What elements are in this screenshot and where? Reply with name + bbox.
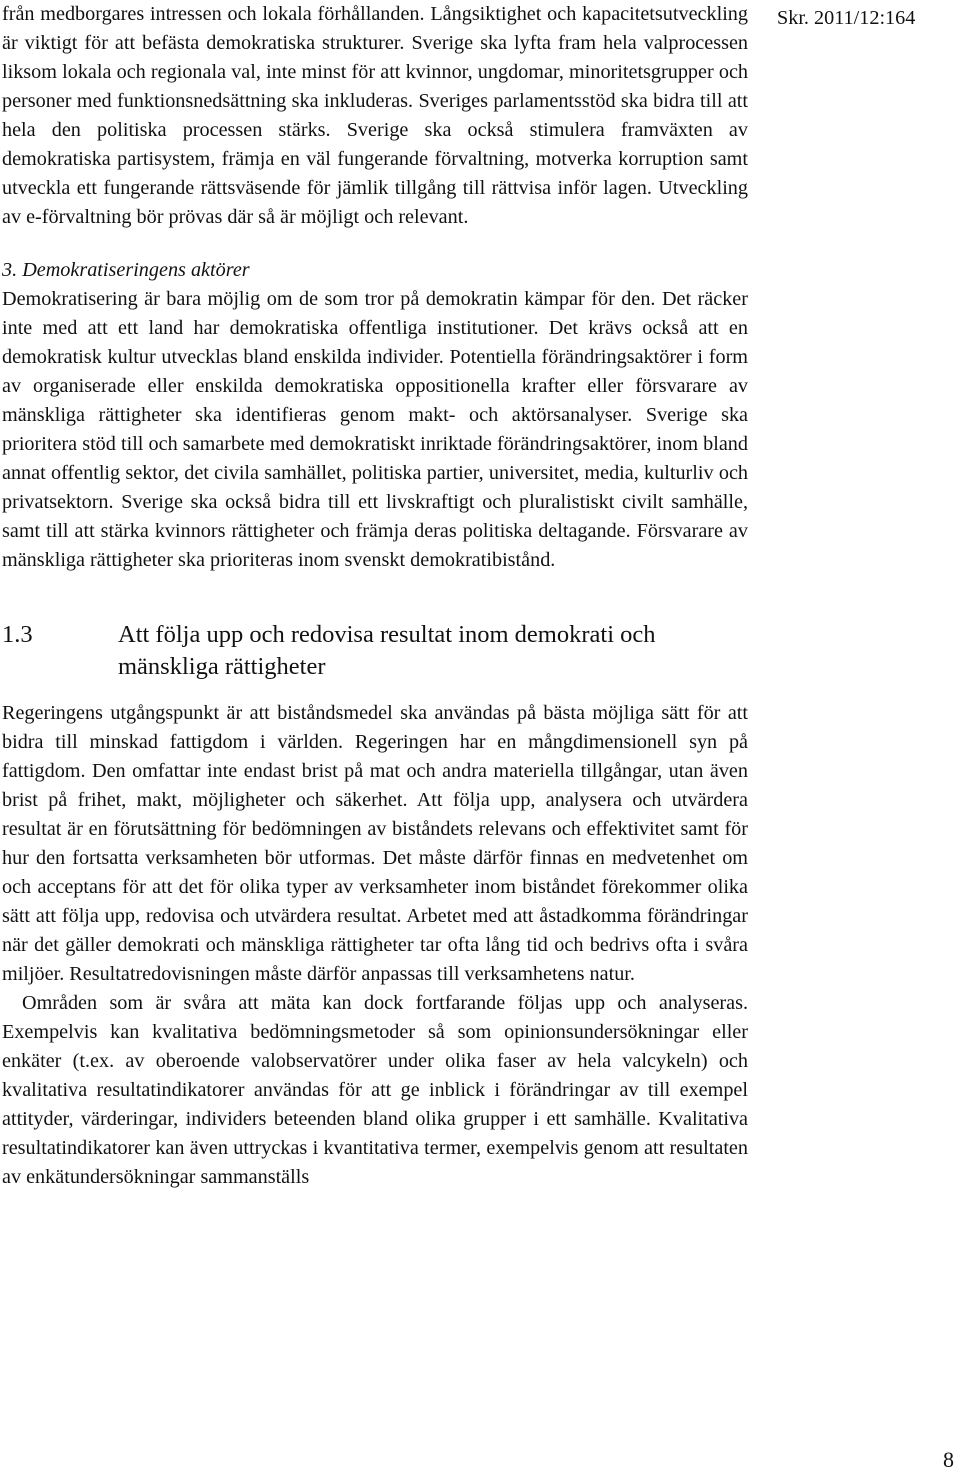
main-text-column	[2, 0, 748, 1192]
document-reference: Skr. 2011/12:164	[777, 7, 916, 29]
section-number: 1.3	[2, 621, 33, 648]
subsection-paragraph: Demokratisering är bara möjlig om de som tror på demokratin kämpar för den. Det räcker inte med att ett land har demokratiska offentliga institutioner. Det krävs också att en demokratisk kultur utvecklas bland enskilda individer. Potentiella förändringsaktörer i form av organiserade eller enskilda demokratiska oppositionella krafter eller försvarare av mänskliga rättigheter ska identifieras genom makt- och aktörsanalyser. Sverige ska prioritera stöd till och samarbete med demokratiskt inriktade förändringsaktörer, inom bland annat offentlig sektor, det civila samhället, politiska partier, universitet, media, kulturliv och privatsektorn. Sverige ska också bidra till ett livskraftigt och pluralistiskt civilt samhälle, samt till att stärka kvinnors rättigheter och främja deras politiska deltagande. Försvarare av mänskliga rättigheter ska prioriteras inom svenskt demokratibistånd.	[2, 288, 748, 571]
section-title: Att följa upp och redovisa resultat inom demokrati och mänskliga rättigheter	[118, 621, 656, 680]
subsection-heading: 3. Demokratiseringens aktörer	[2, 259, 250, 281]
section-paragraph: Områden som är svåra att mäta kan dock fortfarande följas upp och analyseras. Exempelvis kan kvalitativa bedömningsmetoder så som opinionsundersökningar eller enkäter (t.ex. av oberoende valobservatörer under olika faser av hela valcykeln) och kvalitativa resultatindikatorer användas för att ge inblick i förändringar av till exempel attityder, värderingar, individers beteenden bland olika grupper i ett samhälle. Kvalitativa resultatindikatorer kan även uttryckas i kvantitativa termer, exempelvis genom att resultaten av enkätundersökningar sammanställs	[2, 992, 748, 1188]
page-number: 8	[943, 1447, 954, 1472]
section-paragraph: Regeringens utgångspunkt är att biståndsmedel ska användas på bästa möjliga sätt för att bidra till minskad fattigdom i världen. Regeringen har en mångdimensionell syn på fattigdom. Den omfattar inte endast brist på mat och andra materiella tillgångar, utan även brist på frihet, makt, möjligheter och säkerhet. Att följa upp, analysera och utvärdera resultat är en förutsättning för bedömningen av biståndets relevans och effektivitet samt för hur den fortsatta verksamheten bör utformas. Det måste därför finnas en medvetenhet om och acceptans för att det för olika typer av verksamheter inom biståndet förekommer olika sätt att följa upp, redovisa och utvärdera resultat. Arbetet med att åstadkomma förändringar när det gäller demokrati och mänskliga rättigheter tar ofta lång tid och bedrivs ofta i svåra miljöer. Resultatredovisningen måste därför anpassas till verksamhetens natur.	[2, 702, 748, 985]
section-heading	[2, 619, 748, 683]
body-paragraph: från medborgares intressen och lokala förhållanden. Långsiktighet och kapacitetsutveckling är viktigt för att befästa demokratiska strukturer. Sverige ska lyfta fram hela valprocessen liksom lokala och regionala val, inte minst för att kvinnor, ungdomar, minoritetsgrupper och personer med funktionsnedsättning ska inkluderas. Sveriges parlamentsstöd ska bidra till att hela den politiska processen stärks. Sverige ska också stimulera framväxten av demokratiska partisystem, främja en väl fungerande förvaltning, motverka korruption samt utveckla ett fungerande rättsväsende för jämlik tillgång till rättvisa inför lagen. Utveckling av e-förvaltning bör prövas där så är möjligt och relevant.	[2, 3, 748, 228]
